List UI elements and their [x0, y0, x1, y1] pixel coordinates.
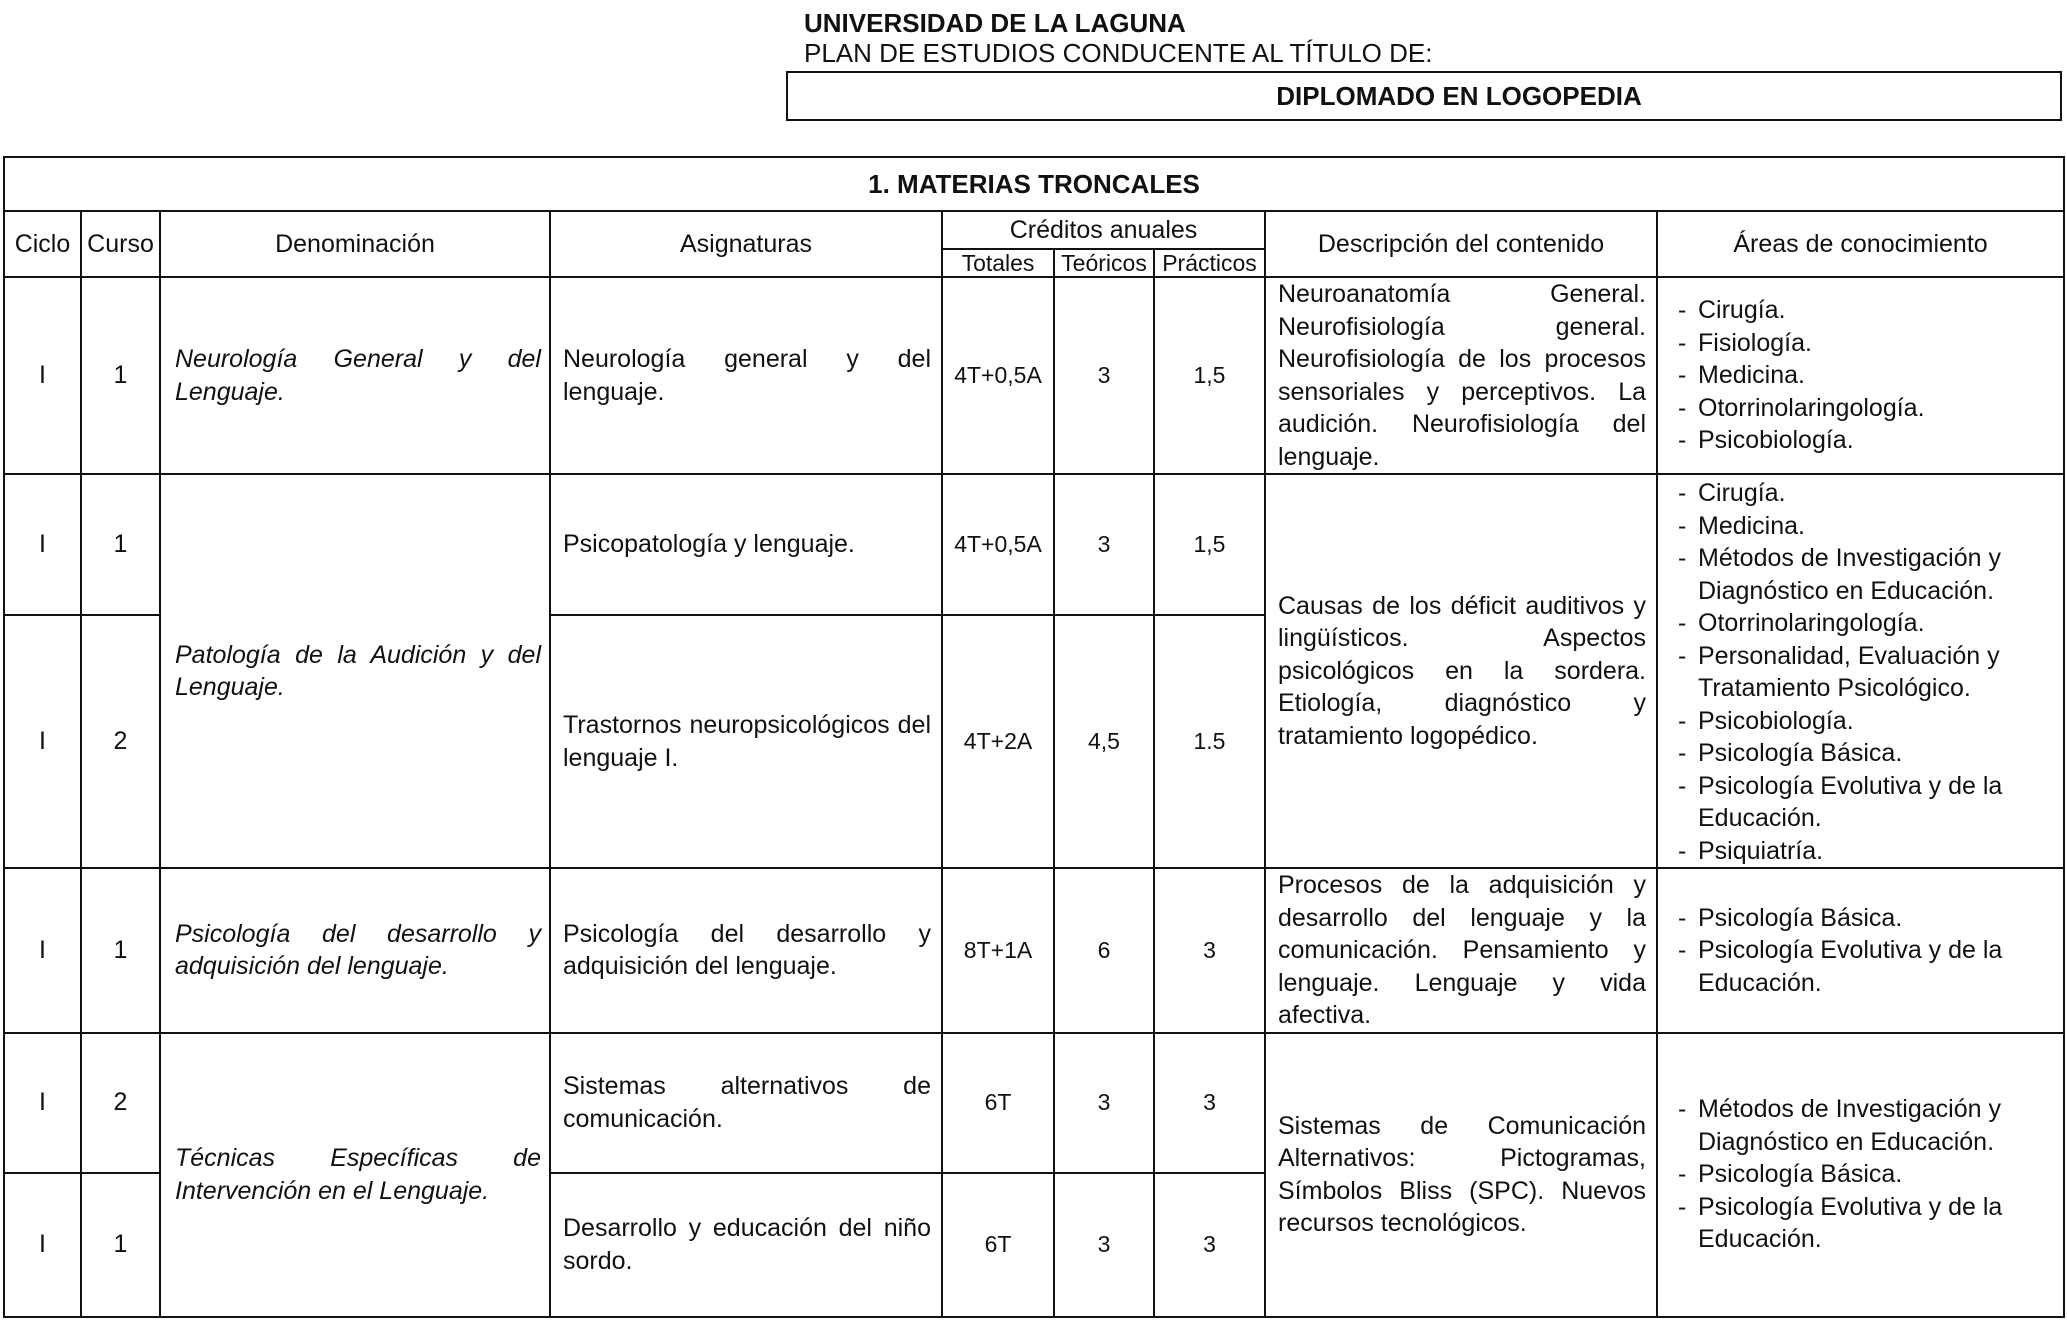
areas-cell: [1657, 868, 2064, 1033]
totales-cell: 4T+0,5A: [942, 277, 1054, 474]
list-item: - Medicina.: [1678, 359, 2053, 392]
document-header: [804, 8, 1432, 68]
areas-list: [1678, 1093, 2053, 1256]
totales-cell: 4T+0,5A: [942, 474, 1054, 615]
university-name: UNIVERSIDAD DE LA LAGUNA: [804, 8, 1186, 38]
degree-title-box: [786, 71, 2062, 121]
ciclo-cell: I: [4, 277, 81, 474]
col-header-teoricos: Teóricos: [1054, 249, 1154, 277]
practicos-cell: 1,5: [1154, 277, 1265, 474]
asignatura-cell: Neurología general y del lenguaje.: [550, 277, 942, 474]
areas-cell: [1657, 1033, 2064, 1317]
practicos-cell: 3: [1154, 868, 1265, 1033]
ciclo-cell: I: [4, 615, 81, 868]
descripcion-cell: Causas de los déficit auditivos y lingüísticos. Aspectos psicológicos en la sordera. Etiología, diagnóstico y tratamiento logopédico.: [1265, 474, 1657, 868]
teoricos-cell: 3: [1054, 1033, 1154, 1173]
list-item: - Otorrinolaringología.: [1678, 607, 2053, 640]
asignatura-cell: Desarrollo y educación del niño sordo.: [550, 1173, 942, 1317]
asignatura-cell: Psicopatología y lenguaje.: [550, 474, 942, 615]
teoricos-cell: 3: [1054, 1173, 1154, 1317]
ciclo-cell: I: [4, 1033, 81, 1173]
areas-cell: [1657, 474, 2064, 868]
list-item: - Personalidad, Evaluación y Tratamiento Psicológico.: [1678, 640, 2053, 705]
list-item: - Métodos de Investigación y Diagnóstico en Educación.: [1678, 542, 2053, 607]
totales-cell: 4T+2A: [942, 615, 1054, 868]
col-header-practicos: Prácticos: [1154, 249, 1265, 277]
ciclo-cell: I: [4, 474, 81, 615]
col-header-descripcion: Descripción del contenido: [1265, 211, 1657, 277]
list-item: - Fisiología.: [1678, 327, 2053, 360]
table-row: [4, 1033, 2064, 1173]
practicos-cell: 3: [1154, 1173, 1265, 1317]
table-row: [4, 868, 2064, 1033]
curso-cell: 1: [81, 1173, 160, 1317]
denominacion-cell: Técnicas Específicas de Intervención en el Lenguaje.: [160, 1033, 550, 1317]
list-item: - Métodos de Investigación y Diagnóstico en Educación.: [1678, 1093, 2053, 1158]
practicos-cell: 3: [1154, 1033, 1265, 1173]
list-item: - Psicología Evolutiva y de la Educación.: [1678, 770, 2053, 835]
areas-list: [1678, 294, 2053, 457]
asignatura-cell: Trastornos neuropsicológicos del lenguaje I.: [550, 615, 942, 868]
table-row: [4, 277, 2064, 474]
table-title: 1. MATERIAS TRONCALES: [4, 157, 2064, 211]
practicos-cell: 1.5: [1154, 615, 1265, 868]
col-header-denominacion: Denominación: [160, 211, 550, 277]
asignatura-cell: Sistemas alternativos de comunicación.: [550, 1033, 942, 1173]
descripcion-cell: Procesos de la adquisición y desarrollo del lenguaje y la comunicación. Pensamiento y lenguaje. Lenguaje y vida afectiva.: [1265, 868, 1657, 1033]
list-item: - Psicología Básica.: [1678, 737, 2053, 770]
totales-cell: 6T: [942, 1033, 1054, 1173]
denominacion-cell: Neurología General y del Lenguaje.: [160, 277, 550, 474]
list-item: - Psicología Básica.: [1678, 902, 2053, 935]
list-item: - Psicología Evolutiva y de la Educación.: [1678, 1191, 2053, 1256]
degree-title: DIPLOMADO EN LOGOPEDIA: [1276, 80, 1642, 111]
list-item: - Cirugía.: [1678, 294, 2053, 327]
descripcion-cell: Neuroanatomía General. Neurofisiología general. Neurofisiología de los procesos sensoriales y perceptivos. La audición. Neurofisiología del lenguaje.: [1265, 277, 1657, 474]
curso-cell: 1: [81, 868, 160, 1033]
col-header-totales: Totales: [942, 249, 1054, 277]
denominacion-cell: Psicología del desarrollo y adquisición del lenguaje.: [160, 868, 550, 1033]
col-header-ciclo: Ciclo: [4, 211, 81, 277]
curso-cell: 1: [81, 277, 160, 474]
materias-troncales-table: [3, 156, 2065, 1318]
teoricos-cell: 3: [1054, 277, 1154, 474]
areas-cell: [1657, 277, 2064, 474]
col-header-curso: Curso: [81, 211, 160, 277]
curso-cell: 2: [81, 1033, 160, 1173]
plan-line: PLAN DE ESTUDIOS CONDUCENTE AL TÍTULO DE:: [804, 38, 1433, 68]
list-item: - Medicina.: [1678, 510, 2053, 543]
ciclo-cell: I: [4, 1173, 81, 1317]
denominacion-cell: Patología de la Audición y del Lenguaje.: [160, 474, 550, 868]
totales-cell: 8T+1A: [942, 868, 1054, 1033]
teoricos-cell: 6: [1054, 868, 1154, 1033]
curso-cell: 1: [81, 474, 160, 615]
totales-cell: 6T: [942, 1173, 1054, 1317]
curso-cell: 2: [81, 615, 160, 868]
teoricos-cell: 3: [1054, 474, 1154, 615]
list-item: - Psicología Evolutiva y de la Educación.: [1678, 934, 2053, 999]
col-header-asignaturas: Asignaturas: [550, 211, 942, 277]
col-header-creditos: Créditos anuales: [942, 211, 1265, 249]
ciclo-cell: I: [4, 868, 81, 1033]
teoricos-cell: 4,5: [1054, 615, 1154, 868]
table-row: [4, 474, 2064, 615]
list-item: - Psicología Básica.: [1678, 1158, 2053, 1191]
list-item: - Psicobiología.: [1678, 424, 2053, 457]
descripcion-cell: Sistemas de Comunicación Alternativos: Pictogramas, Símbolos Bliss (SPC). Nuevos recursos tecnológicos.: [1265, 1033, 1657, 1317]
areas-list: [1678, 902, 2053, 1000]
col-header-areas: Áreas de conocimiento: [1657, 211, 2064, 277]
practicos-cell: 1,5: [1154, 474, 1265, 615]
list-item: - Otorrinolaringología.: [1678, 392, 2053, 425]
list-item: - Psiquiatría.: [1678, 835, 2053, 868]
list-item: - Cirugía.: [1678, 477, 2053, 510]
list-item: - Psicobiología.: [1678, 705, 2053, 738]
asignatura-cell: Psicología del desarrollo y adquisición del lenguaje.: [550, 868, 942, 1033]
areas-list: [1678, 477, 2053, 867]
